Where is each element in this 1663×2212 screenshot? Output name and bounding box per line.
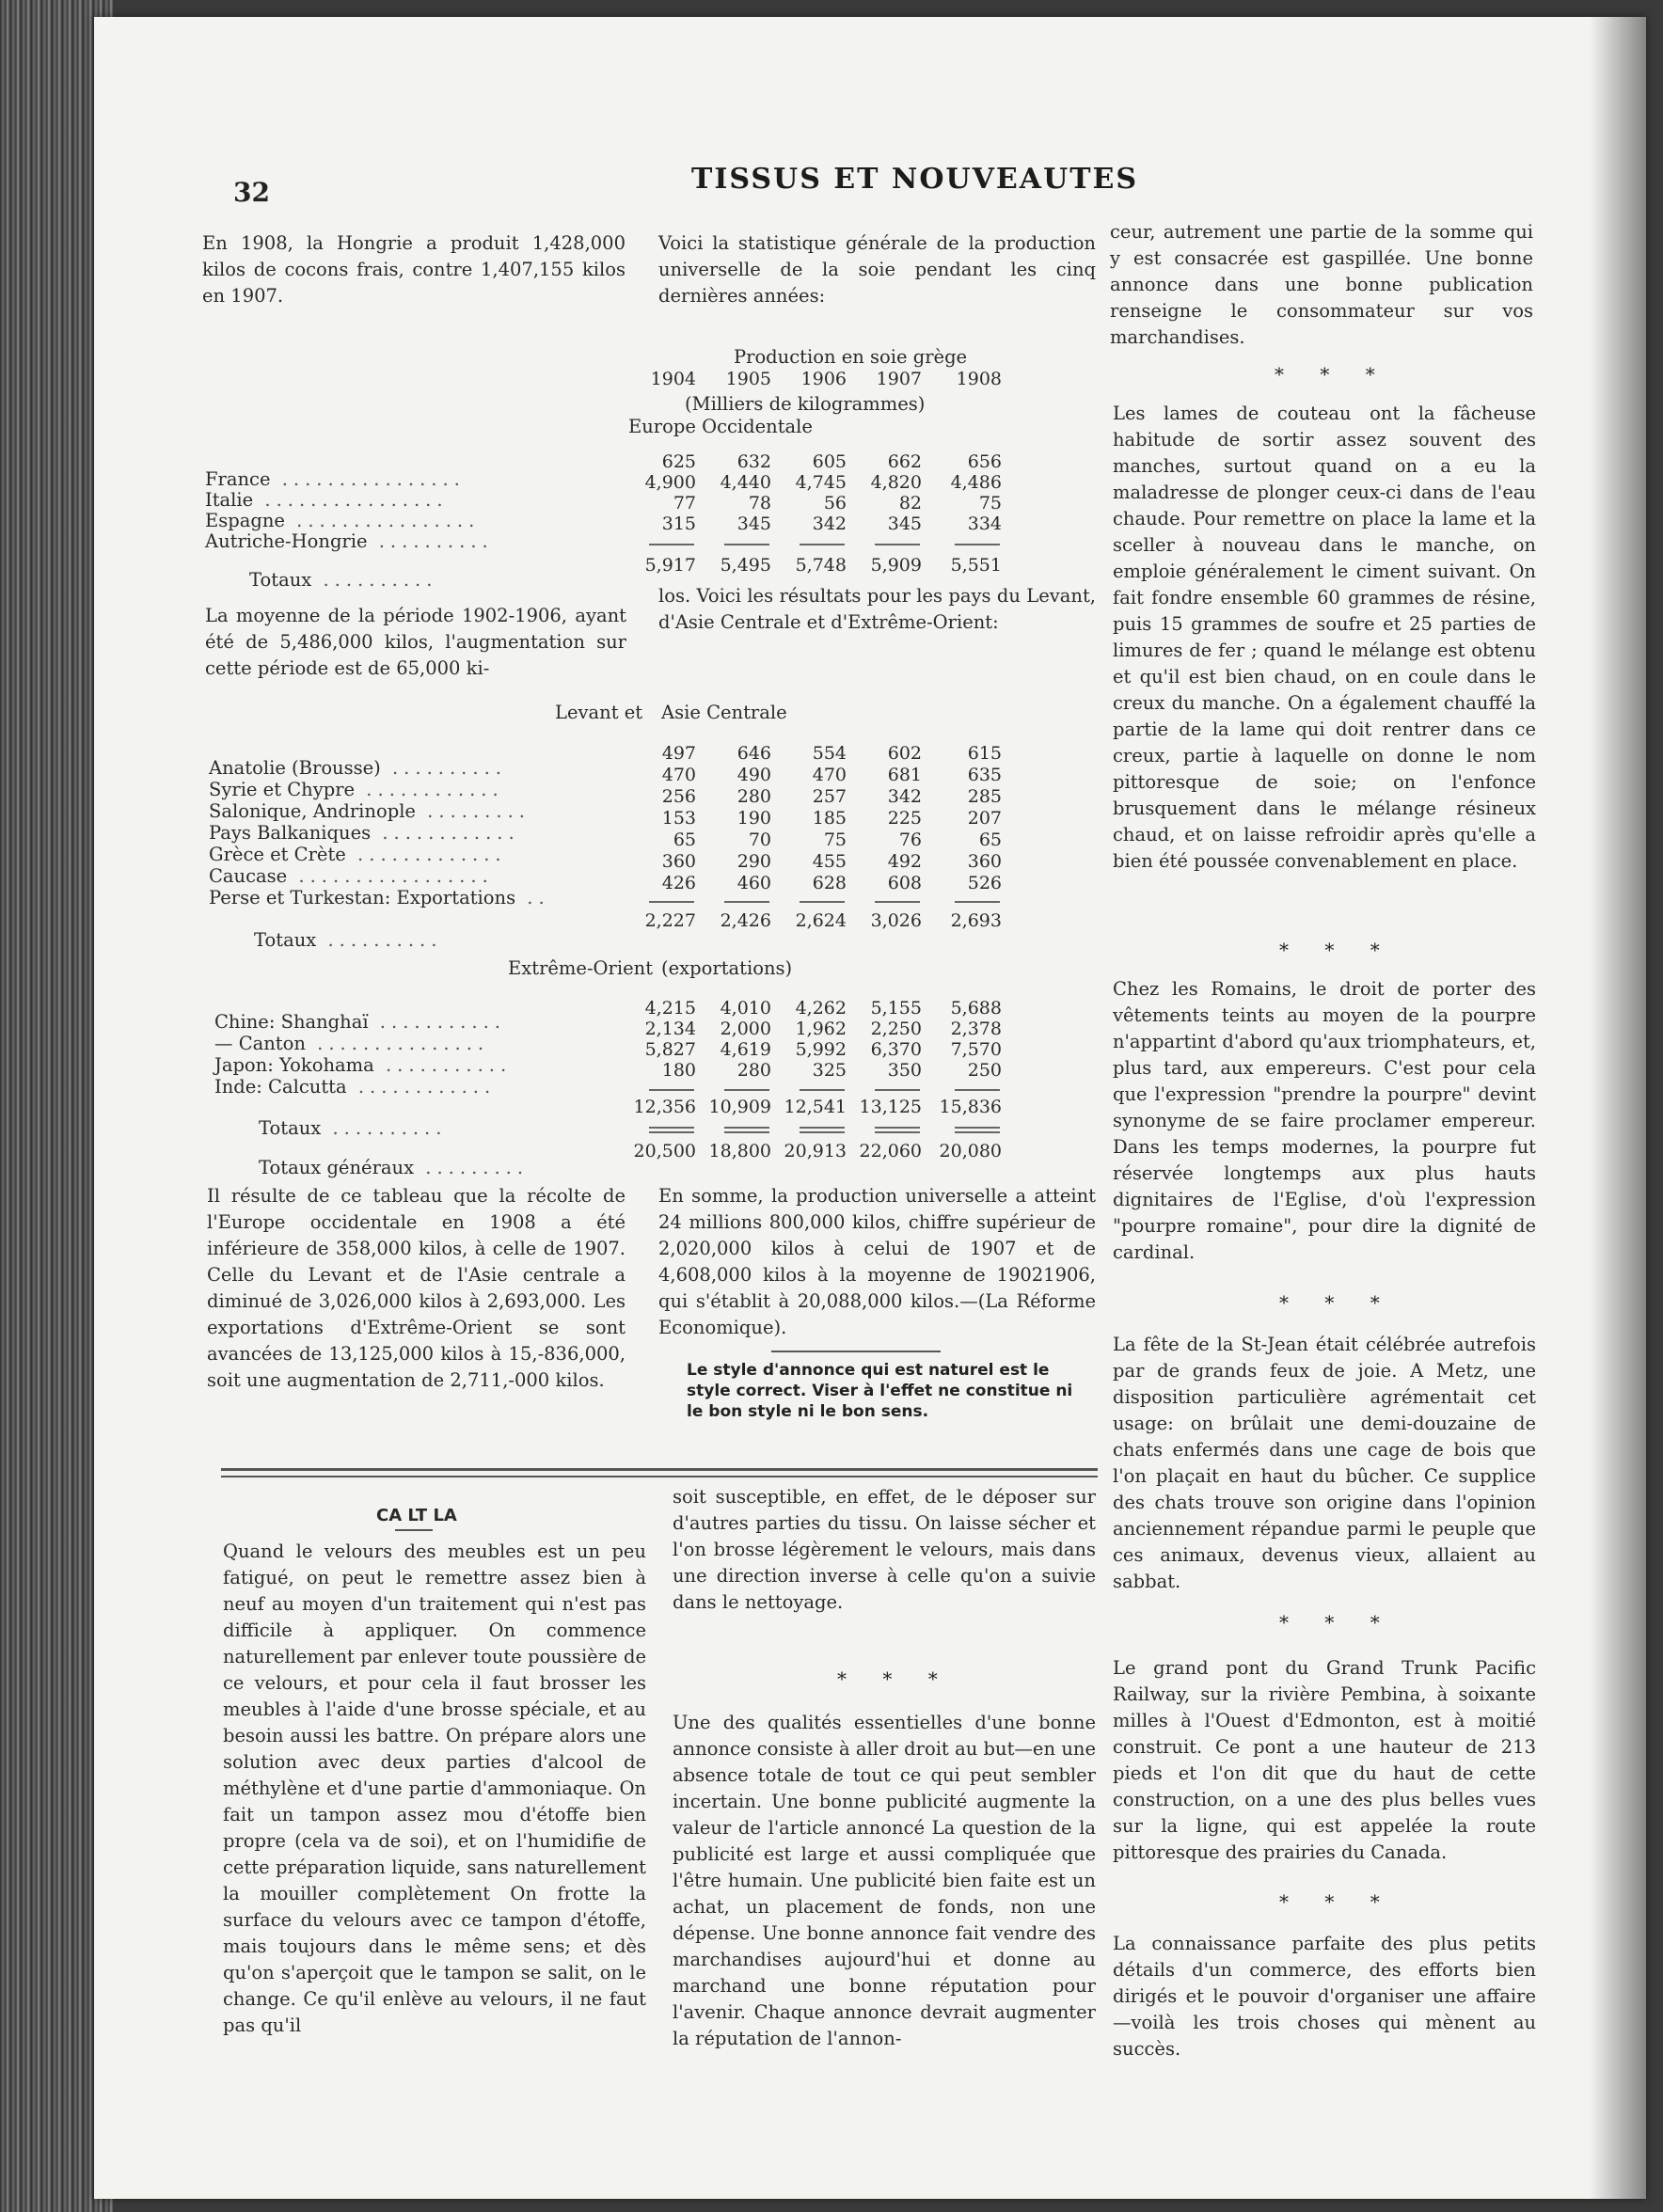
table-cell: 5,827 [644, 1039, 696, 1060]
note-divider [771, 1351, 941, 1352]
year-1908: 1908 [956, 369, 1002, 389]
leader-dots: ............ [371, 822, 520, 844]
table-cell: 78 [748, 493, 771, 514]
table-cell: 4,262 [795, 998, 847, 1019]
leader-dots: ........... [373, 1054, 513, 1076]
levant-row-label [209, 865, 494, 887]
table-years [621, 369, 1185, 390]
table-cell: 681 [887, 765, 922, 785]
europe-heading: Europe Occidentale [628, 416, 813, 437]
total-rule [955, 901, 1000, 903]
levant-row-label-text: Grèce et Crète [209, 844, 346, 865]
total-rule [724, 1131, 769, 1133]
table-cell: 342 [887, 786, 922, 807]
table-cell: 2,378 [950, 1019, 1002, 1039]
section-separator: * * * [1279, 1291, 1395, 1314]
orient-total-label [259, 1117, 447, 1139]
col3-knives-paragraph: Les lames de couteau ont la fâcheuse habitude de sortir assez souvent des manches, surtout quand on a eu la maladresse de plonger ceux-ci dans de l'eau chaude. Pour remettre on place la lame et la sceller à nouveau dans le manche, on emploie généralement le ciment suivant. On fait fondre ensemble 60 grammes de résine, puis 15 grammes de soufre et 25 parties de limures de fer ; quand le mélange est obtenu et qu'il est bien chaud, on en coule dans le creux du manche. On a également chauffé la partie de la lame qui doit rentrer dans ce creux, partie à laquelle on donne le nom pittoresque de soie; on l'enfonce brusquement dans le mélange résineux chaud, et on laisse refroidir après qu'elle a bien été poussée convenablement en place. [1113, 403, 1536, 872]
year-1905: 1905 [725, 369, 771, 389]
table-cell: 75 [823, 830, 847, 850]
col3-top-paragraph: ceur, autrement une partie de la somme qui y est consacrée est gaspillée. Une bonne annonce dans une bonne publication renseigne le consommateur sur vos marchandises. [1110, 221, 1533, 348]
table-cell: 70 [748, 830, 771, 850]
levant-row-label [209, 844, 507, 865]
table-cell: 256 [661, 786, 696, 807]
col3-romains-paragraph: Chez les Romains, le droit de porter des vêtements teints au moyen de la pourpre n'appartint d'abord qu'aux triomphateurs, et, plus tard, aux empereurs. C'est pour cela que l'expression "prendre la pourpre" devint synonyme de se faire proclamer empereur. Dans les temps modernes, la pourpre fut réservée longtemps aux plus hauts dignitaires de l'Eglise, d'où l'expression "pourpre romaine", pour dire la dignité de cardinal. [1113, 978, 1536, 1263]
table-cell: 490 [736, 765, 771, 785]
table-cell: 492 [887, 851, 922, 872]
europe-row-label [205, 530, 494, 552]
table-cell: 280 [736, 786, 771, 807]
orient-row-label [214, 1076, 496, 1098]
table-cell: 190 [736, 808, 771, 829]
table-cell: 470 [812, 765, 847, 785]
leader-dots: .. [515, 887, 550, 908]
magazine-page [94, 17, 1646, 2199]
table-cell: 5,155 [870, 998, 922, 1019]
table-cell: 470 [661, 765, 696, 785]
grand-total-label [259, 1157, 529, 1178]
table-cell: 82 [898, 493, 922, 514]
lower-section-heading: CA LT LA [376, 1506, 457, 1525]
table-cell: 345 [887, 514, 922, 534]
orient-heading-right: (exportations) [661, 957, 793, 979]
table-cell: 5,909 [870, 555, 922, 576]
europe-row-label-text: Italie [205, 489, 254, 511]
table-cell: 22,060 [859, 1141, 922, 1161]
table-cell: 12,541 [784, 1097, 847, 1117]
table-cell: 180 [661, 1060, 696, 1081]
section-separator: * * * [1279, 1890, 1395, 1913]
table-cell: 5,551 [950, 555, 1002, 576]
table-cell: 185 [812, 808, 847, 829]
table-cell: 605 [812, 451, 847, 472]
orient-row-label [214, 1054, 512, 1076]
levant-row-label [209, 779, 504, 800]
col3-pont-paragraph: Le grand pont du Grand Trunk Pacific Railway, sur la rivière Pembina, à soixante milles à l'Ouest d'Edmonton, est à moitié construit. Ce pont a une hauteur de 213 pieds et l'on dit que du haut de cette construction, on a une des plus belles vues sur la ligne, qui est appelée la route pittoresque des prairies du Canada. [1113, 1657, 1536, 1863]
table-cell: 334 [967, 514, 1002, 534]
total-rule [649, 901, 694, 903]
table-cell: 554 [812, 743, 847, 764]
year-1906: 1906 [800, 369, 847, 389]
table-cell: 4,745 [795, 472, 847, 493]
table-cell: 250 [967, 1060, 1002, 1081]
europe-row-label-text: France [205, 468, 271, 490]
total-rule [955, 1127, 1000, 1129]
section-separator: * * * [1279, 1611, 1395, 1634]
table-cell: 207 [967, 808, 1002, 829]
table-cell: 426 [661, 873, 696, 893]
table-cell: 257 [812, 786, 847, 807]
europe-row-label [205, 489, 449, 511]
europe-total-label [249, 569, 437, 591]
leader-dots: .......... [380, 757, 507, 779]
table-cell: 285 [967, 786, 1002, 807]
table-cell: 628 [812, 873, 847, 893]
orient-row-label [214, 1033, 489, 1054]
europe-row-label-text: Autriche-Hongrie [205, 530, 368, 552]
table-cell: 2,693 [950, 910, 1002, 931]
table-cell: 615 [967, 743, 1002, 764]
table-cell: 77 [673, 493, 696, 514]
table-cell: 635 [967, 765, 1002, 785]
orient-row-label-text: — Canton [214, 1033, 306, 1054]
table-cell: 5,917 [644, 555, 696, 576]
total-rule [875, 901, 920, 903]
leader-dots: ................ [270, 468, 466, 490]
table-cell: 460 [736, 873, 771, 893]
levant-row-label-text: Syrie et Chypre [209, 779, 356, 800]
table-unit: (Milliers de kilogrammes) [685, 393, 926, 415]
table-cell: 656 [967, 451, 1002, 472]
velours-paragraph: Quand le velours des meubles est un peu fatigué, on peut le remettre assez bien à neuf au moyen d'un traitement qui n'est pas difficile à appliquer. On commence naturellement par enlever toute poussière de ce velours, et pour cela il faut brosser les meubles à l'aide d'une brosse spéciale, et au besoin aussi les battre. On prépare alors une solution avec deux parties d'alcool de méthylène et d'une partie d'ammoniaque. On fait un tampon assez mou d'étoffe bien propre (cela va de soi), et on l'humidifie de cette préparation liquide, sans naturellement la mouiller complètement On frotte la surface du velours avec ce tampon d'étoffe, mais toujours dans le même sens; et dès qu'on s'aperçoit que le tampon se salit, on le change. Ce qu'il enlève au velours, il ne faut pas qu'il [223, 1540, 646, 2036]
total-rule [800, 1131, 845, 1133]
table-cell: 10,909 [708, 1097, 771, 1117]
table-cell: 5,992 [795, 1039, 847, 1060]
table-cell: 2,250 [870, 1019, 922, 1039]
orient-heading-left: Extrême-Orient [508, 957, 654, 979]
running-head: TISSUS ET NOUVEAUTES [691, 163, 1139, 196]
table-cell: 5,748 [795, 555, 847, 576]
table-cell: 20,080 [939, 1141, 1002, 1161]
section-separator: * * * [837, 1667, 953, 1690]
levant-row-label-text: Pays Balkaniques [209, 822, 372, 844]
table-cell: 2,227 [644, 910, 696, 931]
orient-total-label-text: Totaux [259, 1117, 322, 1139]
leader-dots: ......... [414, 1157, 530, 1178]
table-cell: 20,500 [633, 1141, 696, 1161]
table-cell: 625 [661, 451, 696, 472]
table-cell: 455 [812, 851, 847, 872]
leader-dots: .......... [321, 1117, 448, 1139]
table-cell: 4,486 [950, 472, 1002, 493]
table-cell: 360 [967, 851, 1002, 872]
levant-row-label [209, 757, 507, 779]
leader-dots: ............. [345, 844, 507, 865]
europe-row-label [205, 510, 480, 531]
total-rule [800, 901, 845, 903]
levant-row-label [209, 822, 520, 844]
levant-row-label-text: Perse et Turkestan: Exportations [209, 887, 516, 908]
leader-dots: ................ [284, 510, 481, 531]
europe-row-label-text: Espagne [205, 510, 285, 531]
table-cell: 2,624 [795, 910, 847, 931]
table-cell: 4,215 [644, 998, 696, 1019]
annonce-paragraph: Une des qualités essentielles d'une bonne annonce consiste à aller droit au but—en une absence totale de tout ce qui peut sembler incertain. Une bonne publicité augmente la valeur de l'article annoncé La question de la publicité est large et aussi compliquée que l'être humain. Une publicité bien faite est un achat, un placement de fonds, non une dépense. Une bonne annonce fait vendre des marchandises aujourd'hui et donne au marchand une bonne réputation pour l'avenir. Chaque annonce devrait augmenter la réputation de l'annon- [673, 1712, 1096, 2049]
heading-underline [395, 1529, 433, 1531]
table-cell: 56 [823, 493, 847, 514]
table-cell: 632 [736, 451, 771, 472]
total-rule [724, 1127, 769, 1129]
table-cell: 325 [812, 1060, 847, 1081]
orient-row-label-text: Chine: Shanghaï [214, 1011, 369, 1033]
section-separator: * * * [1275, 363, 1390, 386]
table-cell: 65 [978, 830, 1002, 850]
table-cell: 75 [978, 493, 1002, 514]
leader-dots: ................. [287, 865, 494, 887]
page-edge-shadow [1590, 17, 1646, 2199]
total-rule [875, 1131, 920, 1133]
table-cell: 497 [661, 743, 696, 764]
levant-row-label [209, 800, 531, 822]
table-cell: 280 [736, 1060, 771, 1081]
col3-stjean-paragraph: La fête de la St-Jean était célébrée autrefois par de grands feux de joie. A Metz, une disposition particulière agrémentait cet usage: on brûlait une demi-douzaine de chats enfermés dans une cage de bois que l'on plaçait en haut du bûcher. Ce supplice des chats trouve son origine dans l'opinion anciennement répandue parmi le peuple que ces animaux, devenus vieux, allaient au sabbat. [1113, 1334, 1536, 1592]
levant-heading-left: Levant et [555, 702, 643, 723]
total-rule [875, 1089, 920, 1091]
table-cell: 4,440 [720, 472, 771, 493]
table-cell: 1,962 [795, 1019, 847, 1039]
orient-row-label [214, 1011, 506, 1033]
total-rule [649, 1089, 694, 1091]
section-rule-top [221, 1468, 1098, 1471]
total-rule [875, 544, 920, 545]
table-cell: 345 [736, 514, 771, 534]
col3-commerce-paragraph: La connaissance parfaite des plus petits détails d'un commerce, des efforts bien dirigés et le pouvoir d'organiser une affaire—voilà les trois choses qui mènent au succès. [1113, 1933, 1536, 2060]
year-1904: 1904 [650, 369, 696, 389]
total-rule [800, 1089, 845, 1091]
total-rule [649, 1127, 694, 1129]
table-cell: 20,913 [784, 1141, 847, 1161]
table-cell: 12,356 [633, 1097, 696, 1117]
table-cell: 153 [661, 808, 696, 829]
velours-continuation: soit susceptible, en effet, de le déposer sur d'autres parties du tissu. On laisse sécher et l'on brosse légèrement le velours, mais dans une direction inverse à celle qu'on a suivie dans le nettoyage. [673, 1486, 1096, 1613]
levant-total-label-text: Totaux [254, 929, 317, 951]
col2-intro: Voici la statistique générale de la production universelle de la soie pendant les cinq dernières années: [658, 232, 1096, 307]
table-cell: 342 [812, 514, 847, 534]
leader-dots: ............ [346, 1076, 497, 1098]
year-1907: 1907 [876, 369, 922, 389]
table-title: Production en soie grège [734, 346, 968, 368]
leader-dots: ............... [305, 1033, 490, 1054]
leader-dots: .......... [316, 929, 443, 951]
table-cell: 608 [887, 873, 922, 893]
table-cell: 18,800 [708, 1141, 771, 1161]
table-cell: 2,134 [644, 1019, 696, 1039]
table-cell: 602 [887, 743, 922, 764]
table-cell: 4,900 [644, 472, 696, 493]
total-rule [955, 1089, 1000, 1091]
total-rule [724, 901, 769, 903]
leader-dots: ......... [415, 800, 531, 822]
col1-conclusion: Il résulte de ce tableau que la récolte de l'Europe occidentale en 1908 a été inférieure de 358,000 kilos, à celle de 1907. Celle du Levant et de l'Asie centrale a diminué de 3,026,000 kilos à 2,693,000. Les exportations d'Extrême-Orient se sont avancées de 13,125,000 kilos à 15,-836,000, soit une augmentation de 2,711,-000 kilos. [207, 1185, 626, 1391]
col2-middle: los. Voici les résultats pour les pays du Levant, d'Asie Centrale et d'Extrême-Orient: [658, 585, 1096, 633]
table-cell: 662 [887, 451, 922, 472]
col1-intro: En 1908, la Hongrie a produit 1,428,000 kilos de cocons frais, contre 1,407,155 kilos en 1907. [202, 232, 626, 307]
total-rule [649, 1131, 694, 1133]
total-rule [800, 1127, 845, 1129]
grand-total-label-text: Totaux généraux [259, 1157, 415, 1178]
section-rule-bottom [221, 1476, 1098, 1477]
table-cell: 2,426 [720, 910, 771, 931]
table-cell: 315 [661, 514, 696, 534]
col1-middle: La moyenne de la période 1902-1906, ayant été de 5,486,000 kilos, l'augmentation sur cette période est de 65,000 ki- [205, 605, 626, 679]
orient-row-label-text: Inde: Calcutta [214, 1076, 347, 1098]
leader-dots: .......... [311, 569, 438, 591]
levant-heading-right: Asie Centrale [661, 702, 787, 723]
leader-dots: ................ [253, 489, 449, 511]
table-cell: 65 [673, 830, 696, 850]
table-cell: 646 [736, 743, 771, 764]
table-cell: 4,619 [720, 1039, 771, 1060]
table-cell: 6,370 [870, 1039, 922, 1060]
total-rule [955, 1131, 1000, 1133]
table-cell: 15,836 [939, 1097, 1002, 1117]
table-cell: 5,688 [950, 998, 1002, 1019]
table-cell: 225 [887, 808, 922, 829]
page-number: 32 [233, 177, 270, 208]
section-separator: * * * [1279, 939, 1395, 961]
table-cell: 2,000 [720, 1019, 771, 1039]
levant-row-label-text: Anatolie (Brousse) [209, 757, 381, 779]
table-cell: 13,125 [859, 1097, 922, 1117]
table-cell: 350 [887, 1060, 922, 1081]
levant-row-label-text: Caucase [209, 865, 288, 887]
leader-dots: ........... [368, 1011, 506, 1033]
total-rule [724, 544, 769, 545]
levant-total-label [254, 929, 442, 951]
europe-total-label-text: Totaux [249, 569, 312, 591]
total-rule [955, 544, 1000, 545]
orient-row-label-text: Japon: Yokohama [214, 1054, 374, 1076]
total-rule [800, 544, 845, 545]
advertising-note: Le style d'annonce qui est naturel est le style correct. Viser à l'effet ne constitue ni le bon style ni le bon sens. [687, 1361, 1073, 1421]
leader-dots: ............ [355, 779, 504, 800]
table-cell: 7,570 [950, 1039, 1002, 1060]
levant-row-label-text: Salonique, Andrinople [209, 800, 416, 822]
europe-row-label [205, 468, 466, 490]
leader-dots: .......... [367, 530, 494, 552]
table-cell: 290 [736, 851, 771, 872]
col2-conclusion: En somme, la production universelle a atteint 24 millions 800,000 kilos, chiffre supérieur de 2,020,000 kilos à celui de 1907 et de 4,608,000 kilos à la moyenne de 19021906, qui s'établit à 20,088,000 kilos.—(La Réforme Economique). [658, 1185, 1096, 1338]
table-cell: 360 [661, 851, 696, 872]
table-cell: 5,495 [720, 555, 771, 576]
total-rule [875, 1127, 920, 1129]
total-rule [649, 544, 694, 545]
levant-row-label [209, 887, 550, 908]
table-cell: 4,010 [720, 998, 771, 1019]
table-cell: 4,820 [870, 472, 922, 493]
table-cell: 526 [967, 873, 1002, 893]
table-cell: 3,026 [870, 910, 922, 931]
table-cell: 76 [898, 830, 922, 850]
total-rule [724, 1089, 769, 1091]
